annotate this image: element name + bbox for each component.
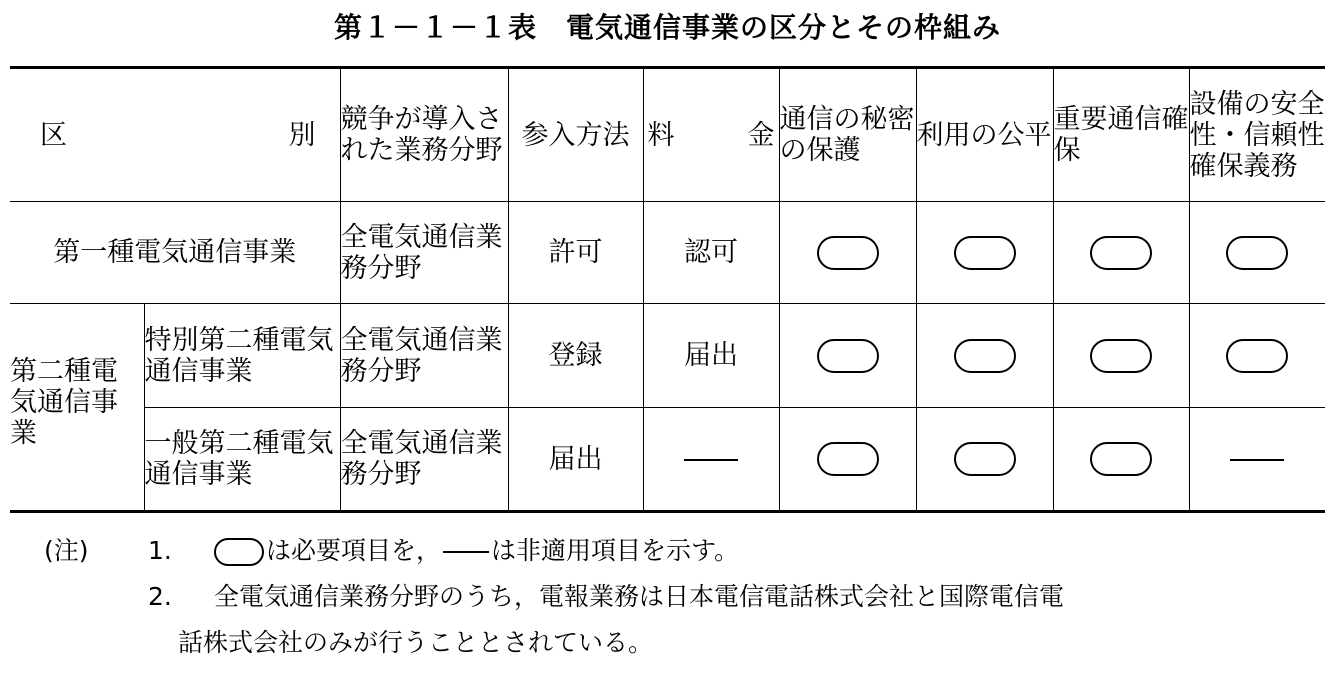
general-fairness xyxy=(916,408,1053,512)
note-1-text-a: は必要項目を， xyxy=(266,536,442,565)
header-fairness: 利用の公平 xyxy=(916,68,1053,202)
required-mark-icon xyxy=(1226,339,1288,373)
table-title: 第１－１－１表 電気通信事業の区分とその枠組み xyxy=(333,11,1001,44)
note-1 xyxy=(214,528,739,574)
type1-safety xyxy=(1189,202,1325,304)
header-fee-left: 料 xyxy=(647,119,675,151)
special-secrecy xyxy=(779,304,916,408)
special-important xyxy=(1053,304,1189,408)
framework-table xyxy=(10,66,1325,513)
type1-label: 第一種電気通信事業 xyxy=(10,202,340,304)
not-applicable-dash-icon xyxy=(684,459,738,461)
note-1-text-b: は非適用項目を示す。 xyxy=(491,536,740,565)
general-field: 全電気通信業務分野 xyxy=(340,408,508,512)
required-mark-icon xyxy=(1090,442,1152,476)
table-row-general xyxy=(10,408,1325,512)
note-2-number: 2. xyxy=(148,582,172,611)
general-important xyxy=(1053,408,1189,512)
type1-secrecy xyxy=(779,202,916,304)
header-fee xyxy=(643,68,779,202)
required-mark-icon xyxy=(954,339,1016,373)
header-entry: 参入方法 xyxy=(508,68,643,202)
required-mark-icon xyxy=(954,236,1016,270)
required-mark-icon xyxy=(214,538,264,566)
type1-fairness xyxy=(916,202,1053,304)
table-row-type1 xyxy=(10,202,1325,304)
header-kubun xyxy=(10,68,340,202)
header-row xyxy=(10,68,1325,202)
header-competition: 競争が導入された業務分野 xyxy=(340,68,508,202)
required-mark-icon xyxy=(1226,236,1288,270)
type1-fee: 認可 xyxy=(643,202,779,304)
type1-important xyxy=(1053,202,1189,304)
note-2-line-2: 話株式会社のみが行うこととされている。 xyxy=(178,628,654,657)
type1-field: 全電気通信業務分野 xyxy=(340,202,508,304)
header-important: 重要通信確保 xyxy=(1053,68,1189,202)
note-2-line-1: 全電気通信業務分野のうち，電報業務は日本電信電話株式会社と国際電信電 xyxy=(214,582,1065,611)
header-kubun-right: 別 xyxy=(288,119,316,151)
required-mark-icon xyxy=(1090,236,1152,270)
header-kubun-left: 区 xyxy=(40,119,67,151)
note-1-number: 1. xyxy=(148,536,172,565)
special-entry: 登録 xyxy=(508,304,643,408)
special-safety xyxy=(1189,304,1325,408)
required-mark-icon xyxy=(817,236,879,270)
special-fee: 届出 xyxy=(643,304,779,408)
general-entry: 届出 xyxy=(508,408,643,512)
table-row-special xyxy=(10,304,1325,408)
header-safety: 設備の安全性・信頼性確保義務 xyxy=(1189,68,1325,202)
general-safety xyxy=(1189,408,1325,512)
notes-label: (注) xyxy=(44,536,89,565)
header-secrecy: 通信の秘密の保護 xyxy=(779,68,916,202)
special-fairness xyxy=(916,304,1053,408)
required-mark-icon xyxy=(817,339,879,373)
special-label: 特別第二種電気通信事業 xyxy=(144,304,340,408)
general-label: 一般第二種電気通信事業 xyxy=(144,408,340,512)
general-fee xyxy=(643,408,779,512)
special-field: 全電気通信業務分野 xyxy=(340,304,508,408)
required-mark-icon xyxy=(817,442,879,476)
general-secrecy xyxy=(779,408,916,512)
required-mark-icon xyxy=(1090,339,1152,373)
not-applicable-dash-icon xyxy=(443,551,489,553)
type2-label: 第二種電気通信事業 xyxy=(10,304,144,512)
header-fee-right: 金 xyxy=(747,119,775,151)
not-applicable-dash-icon xyxy=(1230,459,1284,461)
required-mark-icon xyxy=(954,442,1016,476)
type1-entry: 許可 xyxy=(508,202,643,304)
